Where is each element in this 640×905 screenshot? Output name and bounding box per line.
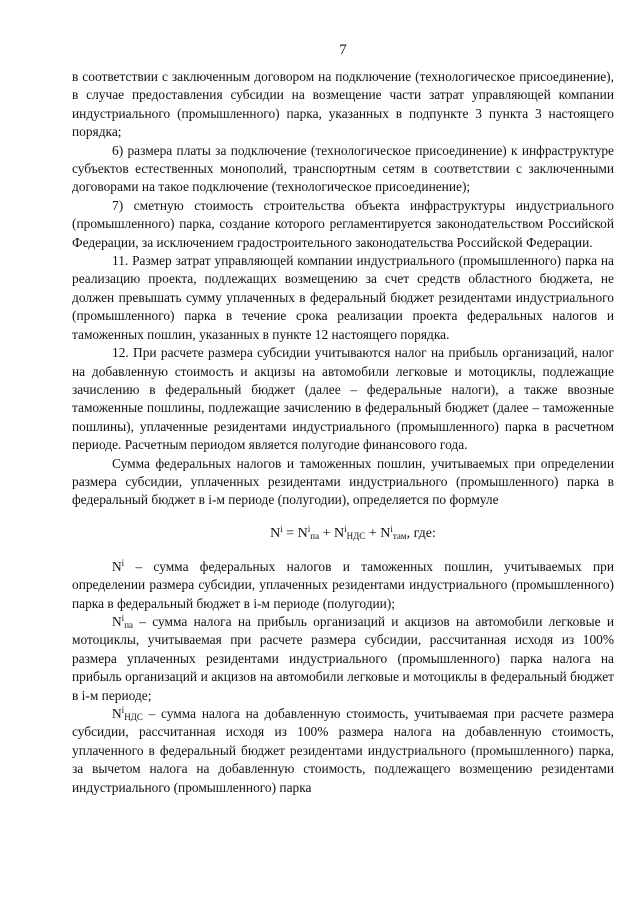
definition-nnds-text: – сумма налога на добавленную стоимость, учитываемая при расчете размера субсидии, рассчитанная исходя из 100% размера налога на добавленную стоимость, уплаченного в федеральный бюджет резидентами индустриального (промышленного) парка, за вычетом налога на добавленную стоимость, подлежащего возмещению резидентами индустриального (промышленного) парка	[72, 706, 614, 795]
paragraph-item-7: 7) сметную стоимость строительства объекта инфраструктуры индустриального (промышленного) парка, создание которого регламентируется законодательством Российской Федерации, за исключением градостроительного законодательства Российской Федерации.	[72, 197, 614, 250]
paragraph-formula-intro: Сумма федеральных налогов и таможенных пошлин, учитываемых при определении размера субсидии, уплаченных резидентами индустриального (промышленного) парка в федеральный бюджет в i-м периоде (полугодии), определяется по формуле	[72, 455, 614, 508]
formula-plus-1: +	[319, 525, 335, 541]
formula-plus-2: +	[365, 525, 381, 541]
paragraph-point-12: 12. При расчете размера субсидии учитываются налог на прибыль организаций, налог на добавленную стоимость и акцизы на автомобили легковые и мотоциклы, подлежащие зачислению в федеральный бюджет (далее – федеральные налоги), а также ввозные таможенные пошлины, подлежащие зачислению в федеральный бюджет (далее – таможенные пошлины), уплаченные резидентами индустриального (промышленного) парка в расчетном периоде. Расчетным периодом является полугодие финансового года.	[72, 345, 614, 453]
formula-n-tam: N	[380, 525, 391, 541]
formula-sub-tam: там	[392, 530, 407, 541]
definition-ni	[72, 558, 614, 613]
paragraph-point-11: 11. Размер затрат управляющей компании индустриального (промышленного) парка на реализацию проекта, подлежащих возмещению за счет средств областного бюджета, не должен превышать сумму уплаченных в федеральный бюджет резидентами индустриального (промышленного) парка в течение срока реализации проекта федеральных налогов и таможенных пошлин, указанных в пункте 12 настоящего порядка.	[72, 253, 614, 342]
formula-i-nds: i	[344, 523, 347, 534]
formula-n: N	[270, 525, 281, 541]
def-symbol-i-nds: i	[121, 705, 125, 715]
def-symbol-n-nds: N	[112, 706, 122, 721]
definition-ni-text: – сумма федеральных налогов и таможенных пошлин, учитываемых при определении размера субсидии, уплаченных резидентами индустриального (промышленного) парка в федеральный бюджет в i-м периоде (полугодии);	[72, 558, 614, 611]
definition-npa-text: – сумма налога на прибыль организаций и акцизов на автомобили легковые и мотоциклы, учитываемая при расчете размера субсидии, рассчитанная исходя из 100% размера уплаченных резидентами индустриального (промышленного) парка налога на прибыль организаций и акцизов на автомобили легковые и мотоциклы в федеральный бюджет в i-м периоде;	[72, 613, 614, 703]
formula-i: i	[280, 523, 283, 534]
formula-eq: =	[282, 525, 298, 541]
formula-n-pa: N	[297, 525, 308, 541]
formula-i-pa: i	[307, 523, 311, 534]
formula-i-tam: i	[390, 523, 393, 534]
formula-n-nds: N	[334, 525, 345, 541]
definitions	[72, 558, 614, 797]
definition-nnds	[72, 705, 614, 797]
def-symbol-i: i	[121, 557, 125, 568]
definition-npa	[72, 613, 614, 705]
formula-tail: , где:	[406, 525, 436, 541]
def-sub-pa: па	[124, 619, 133, 630]
def-symbol-n-pa: N	[112, 613, 122, 629]
def-sub-nds: НДС	[124, 712, 143, 722]
paragraph-continuation: в соответствии с заключенным договором на подключение (технологическое присоединение), в случае предоставления субсидии на возмещение части затрат управляющей компании индустриального (промышленного) парка, указанных в подпункте 3 пункта 3 настоящего порядка;	[72, 69, 614, 140]
def-symbol-i-pa: i	[121, 612, 125, 623]
formula-sub-nds: НДС	[346, 530, 366, 541]
page-number: 7	[339, 42, 347, 58]
def-symbol-n: N	[112, 558, 122, 574]
formula	[72, 524, 614, 544]
formula-sub-pa: па	[310, 530, 320, 541]
paragraph-item-6: 6) размера платы за подключение (технологическое присоединение) к инфраструктуре субъектов естественных монополий, транспортным сетям в соответствии с заключенными договорами на такое подключение (технологическое присоединение);	[72, 142, 614, 195]
body-text	[72, 68, 614, 510]
